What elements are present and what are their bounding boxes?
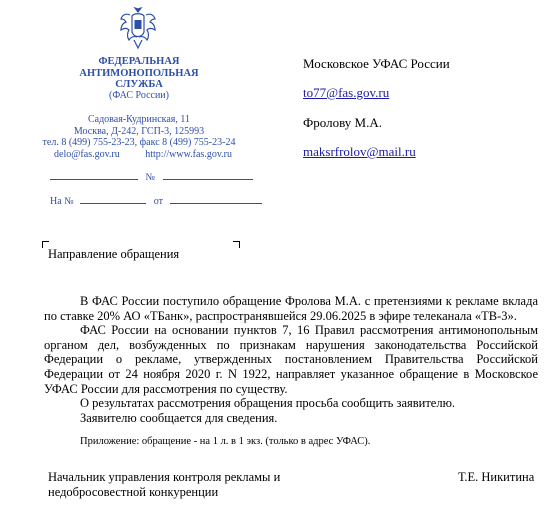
address-line: Москва, Д-242, ГСП-3, 125993 xyxy=(73,125,205,137)
agency-name-line: ФЕДЕРАЛЬНАЯ xyxy=(98,56,180,67)
body-paragraph: ФАС России на основании пунктов 7, 16 Правил рассмотрения антимонопольным органом дел, возбужденных по признакам нарушения законодательства Российской Федерации о рекламе, утвержденных постановлением Правительства Российской Федерации от 24 ноября 2020 г. N 1922, направляет указанное обращение в Московское УФАС России для рассмотрения по существу. xyxy=(44,323,538,396)
ref-label: На № xyxy=(50,196,74,207)
body-paragraph: О результатах рассмотрения обращения просьба сообщить заявителю. xyxy=(80,396,456,411)
recipient-email-link[interactable]: to77@fas.gov.ru xyxy=(303,85,390,100)
attachment-note: Приложение: обращение - на 1 л. в 1 экз. (только в адрес УФАС). xyxy=(80,436,371,447)
agency-contacts xyxy=(40,114,238,160)
recipient-email-link[interactable]: maksrfrolov@mail.ru xyxy=(303,144,416,159)
recipient-name: Фролову М.А. xyxy=(303,115,382,130)
agency-website[interactable]: http://www.fas.gov.ru xyxy=(145,148,232,160)
signatory-name: Т.Е. Никитина xyxy=(458,470,535,484)
ref-from-label: от xyxy=(153,196,163,207)
agency-name xyxy=(60,56,218,91)
recipient-name: Московское УФАС России xyxy=(303,56,450,71)
ref-date-field xyxy=(170,194,262,204)
address-line: Садовая-Кудринская, 11 xyxy=(87,114,191,125)
outgoing-number-line xyxy=(50,170,253,183)
signatory-position xyxy=(48,470,308,500)
outgoing-number-field xyxy=(163,170,253,180)
body-paragraph: В ФАС России поступило обращение Фролова М.А. с претензиями к рекламе вклада по ставке 20% АО «ТБанк», распространявшейся 29.06.2025 в эфире телеканала «ТВ-3». xyxy=(44,294,538,323)
number-label: № xyxy=(145,172,156,183)
agency-name-line: СЛУЖБА xyxy=(115,79,163,90)
body-paragraph: Заявителю сообщается для сведения. xyxy=(80,410,278,425)
ref-number-field xyxy=(80,194,146,204)
agency-name-line: АНТИМОНОПОЛЬНАЯ xyxy=(79,67,199,79)
reference-line xyxy=(50,194,262,207)
state-emblem-icon xyxy=(118,6,158,50)
letter-subject: Направление обращения xyxy=(48,247,180,261)
letter-body xyxy=(44,294,538,425)
position-line: недобросовестной конкуренции xyxy=(48,485,219,499)
outgoing-date-field xyxy=(50,170,138,180)
position-line: Начальник управления контроля рекламы и xyxy=(48,470,281,484)
agency-email[interactable]: delo@fas.gov.ru xyxy=(54,148,120,160)
agency-short-name: (ФАС России) xyxy=(109,90,169,101)
phone-line: тел. 8 (499) 755-23-23, факс 8 (499) 755-23-24 xyxy=(42,137,236,148)
